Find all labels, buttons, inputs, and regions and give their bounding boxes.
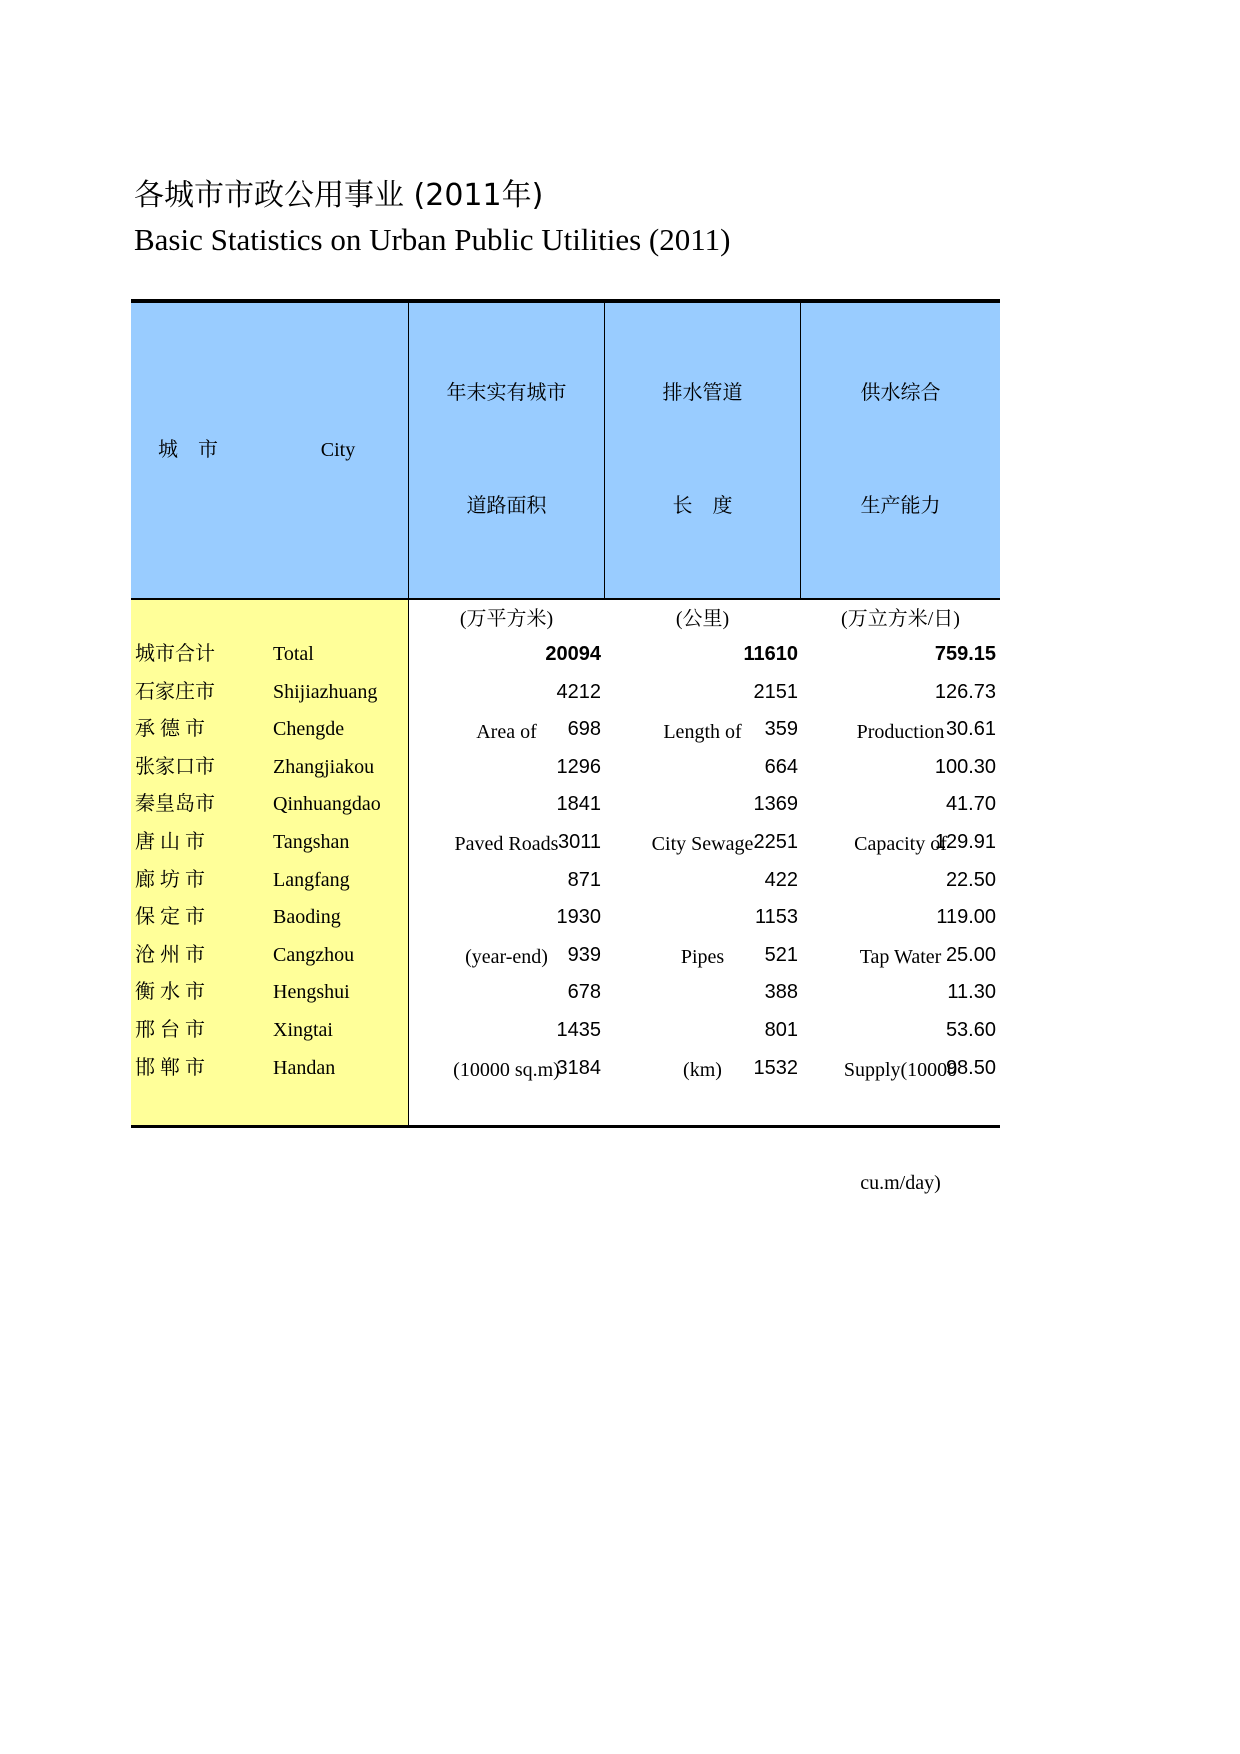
city-name-chinese: 唐 山 市 <box>135 831 205 853</box>
road-area-value: 698 <box>567 718 601 741</box>
sewage-length-value: 2251 <box>753 831 798 853</box>
header-line: (year-end) <box>465 946 548 969</box>
header-line: Supply(10000 <box>843 1058 958 1081</box>
sewage-length-value: 1532 <box>753 1056 798 1079</box>
road-area-value: 1841 <box>556 793 601 816</box>
header-line: (km) <box>683 1058 722 1081</box>
header-line: 年末实有城市 <box>446 382 567 405</box>
water-capacity-value: 11.30 <box>947 981 996 1004</box>
header-line: Pipes <box>680 946 725 969</box>
city-name-chinese: 秦皇岛市 <box>135 793 215 816</box>
water-capacity-value: 53.60 <box>945 1019 996 1041</box>
header-line: Area of <box>476 720 537 743</box>
sewage-length-value: 1153 <box>754 906 798 929</box>
table-row <box>0 824 1240 862</box>
header-line: cu.m/day) <box>860 1171 941 1194</box>
header-line: 生产能力 <box>860 494 941 517</box>
city-name-chinese: 邢 台 市 <box>135 1019 205 1041</box>
header-line: City Sewage <box>651 833 754 856</box>
sewage-length-value: 521 <box>764 943 798 966</box>
table-row <box>0 862 1240 900</box>
city-name-english: Hengshui <box>273 981 350 1004</box>
water-capacity-value: 126.73 <box>934 680 996 703</box>
water-capacity-value: 25.00 <box>945 943 996 966</box>
header-line: Paved Roads <box>454 833 559 856</box>
header-line: 长 度 <box>672 494 733 517</box>
page-title-english: Basic Statistics on Urban Public Utilities (2011) <box>134 222 731 257</box>
city-name-english: Xingtai <box>273 1019 333 1041</box>
road-area-value: 3184 <box>556 1056 601 1079</box>
city-name-english: Cangzhou <box>273 943 355 966</box>
table-row <box>0 937 1240 975</box>
city-name-english: Shijiazhuang <box>273 680 378 703</box>
sewage-length-value: 422 <box>764 868 798 891</box>
water-capacity-value: 30.61 <box>945 718 996 741</box>
header-line: Tap Water <box>859 946 942 969</box>
sewage-length-value: 11610 <box>743 643 798 665</box>
city-name-english: Langfang <box>273 868 350 891</box>
road-area-value: 20094 <box>545 643 601 665</box>
sewage-length-value: 664 <box>764 755 798 778</box>
header-line: 道路面积 <box>466 494 547 517</box>
sewage-length-value: 359 <box>764 718 798 741</box>
table-row <box>0 749 1240 787</box>
road-area-value: 4212 <box>556 680 601 703</box>
city-name-chinese: 衡 水 市 <box>135 981 205 1004</box>
sewage-length-value: 388 <box>764 981 798 1004</box>
table-row <box>0 674 1240 712</box>
header-line: 排水管道 <box>662 382 743 405</box>
water-capacity-value: 759.15 <box>934 643 996 665</box>
city-name-chinese: 城市合计 <box>135 643 215 665</box>
header-city-english: City <box>320 439 356 461</box>
city-name-english: Zhangjiakou <box>273 755 375 778</box>
table-row <box>0 899 1240 937</box>
city-name-english: Handan <box>273 1056 336 1079</box>
header-line: (万平方米) <box>459 607 554 630</box>
header-line: (万立方米/日) <box>841 607 960 630</box>
city-name-english: Baoding <box>273 906 341 929</box>
road-area-value: 1296 <box>556 755 601 778</box>
road-area-value: 3011 <box>557 831 601 853</box>
water-capacity-value: 22.50 <box>945 868 996 891</box>
sewage-length-value: 801 <box>764 1019 798 1041</box>
table-row-total <box>0 636 1240 674</box>
city-name-chinese: 邯 郸 市 <box>135 1056 205 1079</box>
water-capacity-value: 119.00 <box>936 906 996 929</box>
header-city-chinese: 城 市 <box>158 439 218 461</box>
header-line: 供水综合 <box>860 382 941 405</box>
water-capacity-value: 98.50 <box>945 1056 996 1079</box>
road-area-value: 939 <box>567 943 601 966</box>
road-area-value: 1435 <box>556 1019 601 1041</box>
sewage-length-value: 1369 <box>753 793 798 816</box>
city-name-english: Chengde <box>273 718 345 741</box>
sewage-length-value: 2151 <box>753 680 798 703</box>
city-name-chinese: 沧 州 市 <box>135 943 205 966</box>
city-name-english: Total <box>273 643 314 665</box>
city-name-english: Tangshan <box>273 831 350 853</box>
table-row <box>0 1050 1240 1088</box>
header-line: Capacity of <box>854 833 947 856</box>
road-area-value: 871 <box>567 868 601 891</box>
road-area-value: 678 <box>567 981 601 1004</box>
header-line: Length of <box>663 720 742 743</box>
road-area-value: 1930 <box>556 906 601 929</box>
table-row <box>0 1012 1240 1050</box>
table-row <box>0 711 1240 749</box>
city-name-chinese: 保 定 市 <box>135 906 205 929</box>
page-title-chinese: 各城市市政公用事业 (2011年) <box>134 178 544 213</box>
water-capacity-value: 41.70 <box>945 793 996 816</box>
header-line: (10000 sq.m) <box>453 1058 560 1081</box>
city-name-chinese: 张家口市 <box>135 755 215 778</box>
water-capacity-value: 100.30 <box>934 755 996 778</box>
water-capacity-value: 129.91 <box>934 831 996 853</box>
city-name-chinese: 承 德 市 <box>135 718 205 741</box>
header-line: Production <box>856 720 945 743</box>
header-line: (公里) <box>675 607 730 630</box>
table-row <box>0 786 1240 824</box>
city-name-chinese: 石家庄市 <box>135 680 215 703</box>
city-name-english: Qinhuangdao <box>273 793 381 816</box>
city-name-chinese: 廊 坊 市 <box>135 868 205 891</box>
table-row <box>0 974 1240 1012</box>
